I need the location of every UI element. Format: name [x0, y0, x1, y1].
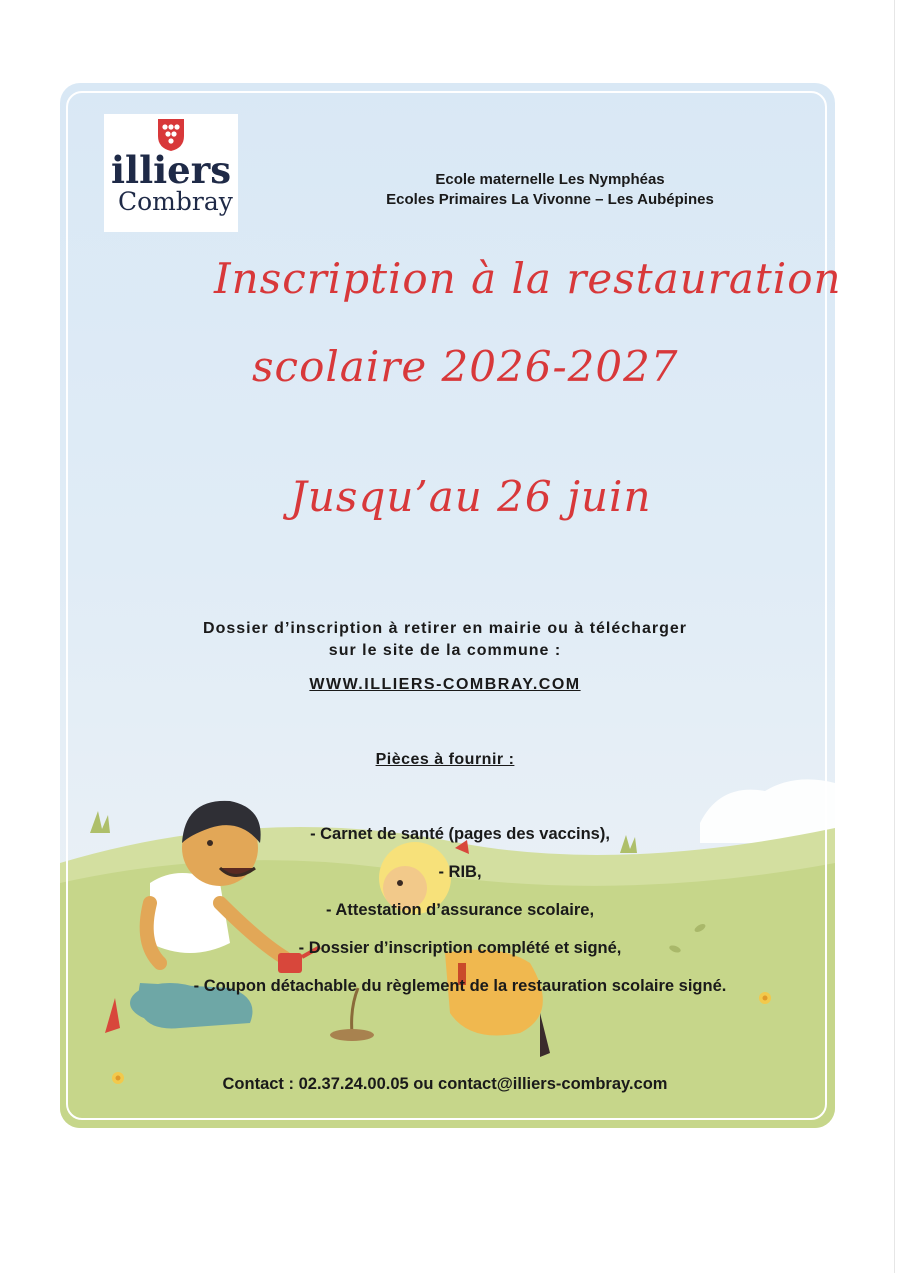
- title-line-1: Inscription à la restauration: [214, 254, 842, 303]
- logo-wordmark-bottom: Combray: [118, 187, 233, 216]
- title-line-2: scolaire 2026-2027: [252, 342, 679, 391]
- list-item: - Attestation d’assurance scolaire,: [325, 901, 595, 919]
- school-line-1: Ecole maternelle Les Nymphéas: [435, 171, 665, 188]
- dossier-line-2: sur le site de la commune :: [328, 642, 562, 659]
- deadline: Jusqu’au 26 juin: [290, 472, 652, 521]
- list-item: - Coupon détachable du règlement de la restauration scolaire signé.: [193, 977, 727, 995]
- contact-line: Contact : 02.37.24.00.05 ou contact@illiers-combray.com: [222, 1075, 668, 1093]
- school-line-2: Ecoles Primaires La Vivonne – Les Aubépines: [386, 191, 714, 208]
- dossier-line-1: Dossier d’inscription à retirer en mairie ou à télécharger: [203, 620, 687, 637]
- schools-block: [340, 170, 760, 210]
- dossier-instructions: [120, 618, 770, 662]
- page-edge-line: [894, 0, 895, 1273]
- website-link[interactable]: WWW.ILLIERS-COMBRAY.COM: [309, 676, 581, 693]
- list-item: - Dossier d’inscription complété et signé,: [298, 939, 622, 957]
- coat-of-arms-icon: [157, 118, 185, 152]
- logo-wordmark-top: illiers: [110, 148, 232, 192]
- town-logo: [104, 114, 238, 232]
- documents-list: [150, 825, 770, 1015]
- list-item: - RIB,: [438, 863, 482, 881]
- list-item: - Carnet de santé (pages des vaccins),: [310, 825, 610, 843]
- grass-tuft: [90, 811, 110, 833]
- pieces-heading: Pièces à fournir :: [375, 751, 515, 768]
